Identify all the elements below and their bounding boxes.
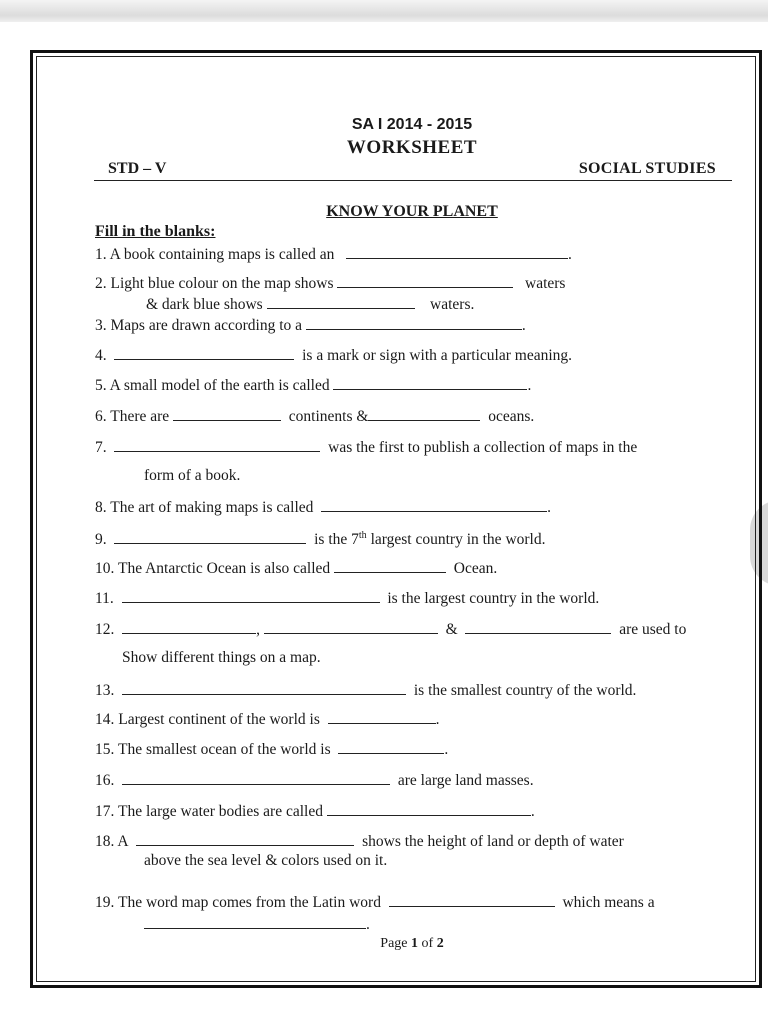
question-8: 8. The art of making maps is called . <box>95 499 552 516</box>
answer-blank[interactable] <box>389 892 555 907</box>
question-7-cont: form of a book. <box>144 467 241 484</box>
question-9: 9. is the 7th largest country in the world. <box>95 530 546 549</box>
subject-label: SOCIAL STUDIES <box>578 160 716 177</box>
exam-session: SA I 2014 - 2015 <box>351 116 473 133</box>
question-3: 3. Maps are drawn according to a . <box>95 317 526 334</box>
page-number: Page 1 of 2 <box>380 936 444 951</box>
answer-blank[interactable] <box>122 619 256 634</box>
answer-blank[interactable] <box>321 497 547 512</box>
answer-blank[interactable] <box>114 345 294 360</box>
question-7: 7. was the first to publish a collection of maps in the <box>95 439 638 456</box>
question-12-cont: Show different things on a map. <box>122 649 321 666</box>
answer-blank[interactable] <box>337 273 513 288</box>
question-4: 4. is a mark or sign with a particular meaning. <box>95 347 573 364</box>
answer-blank[interactable] <box>144 914 366 929</box>
question-5: 5. A small model of the earth is called . <box>95 377 532 394</box>
answer-blank[interactable] <box>114 437 320 452</box>
answer-blank[interactable] <box>114 529 306 544</box>
question-13: 13. is the smallest country of the world. <box>95 682 637 699</box>
question-17: 17. The large water bodies are called . <box>95 803 535 820</box>
question-14: 14. Largest continent of the world is . <box>95 711 440 728</box>
question-12: 12. , & are used to <box>95 621 687 638</box>
question-1: 1. A book containing maps is called an . <box>95 246 572 263</box>
section-title: Fill in the blanks: <box>95 223 216 240</box>
answer-blank[interactable] <box>267 294 415 309</box>
answer-blank[interactable] <box>306 315 522 330</box>
question-6: 6. There are continents & oceans. <box>95 408 535 425</box>
question-16: 16. are large land masses. <box>95 772 534 789</box>
question-11: 11. is the largest country in the world. <box>95 590 600 607</box>
question-18-cont: above the sea level & colors used on it. <box>144 852 388 869</box>
answer-blank[interactable] <box>465 619 611 634</box>
header-divider <box>94 180 732 181</box>
answer-blank[interactable] <box>122 770 390 785</box>
answer-blank[interactable] <box>122 588 380 603</box>
question-2: 2. Light blue colour on the map shows waters <box>95 275 566 292</box>
standard-label: STD – V <box>108 160 167 177</box>
answer-blank[interactable] <box>338 739 444 754</box>
answer-blank[interactable] <box>368 406 480 421</box>
answer-blank[interactable] <box>264 619 438 634</box>
question-2-cont: & dark blue shows waters. <box>146 296 475 313</box>
question-19-cont: . <box>144 914 370 934</box>
answer-blank[interactable] <box>122 680 406 695</box>
question-15: 15. The smallest ocean of the world is . <box>95 741 449 758</box>
answer-blank[interactable] <box>333 375 527 390</box>
answer-blank[interactable] <box>346 244 568 259</box>
top-shadow-bar <box>0 0 768 22</box>
topic-title: KNOW YOUR PLANET <box>326 203 498 220</box>
answer-blank[interactable] <box>334 558 446 573</box>
answer-blank[interactable] <box>173 406 281 421</box>
worksheet-title: WORKSHEET <box>346 137 478 158</box>
question-10: 10. The Antarctic Ocean is also called Ocean. <box>95 560 498 577</box>
answer-blank[interactable] <box>327 801 531 816</box>
answer-blank[interactable] <box>328 709 436 724</box>
answer-blank[interactable] <box>136 831 354 846</box>
question-18: 18. A shows the height of land or depth of water <box>95 833 624 850</box>
question-19: 19. The word map comes from the Latin word which means a <box>95 894 655 911</box>
